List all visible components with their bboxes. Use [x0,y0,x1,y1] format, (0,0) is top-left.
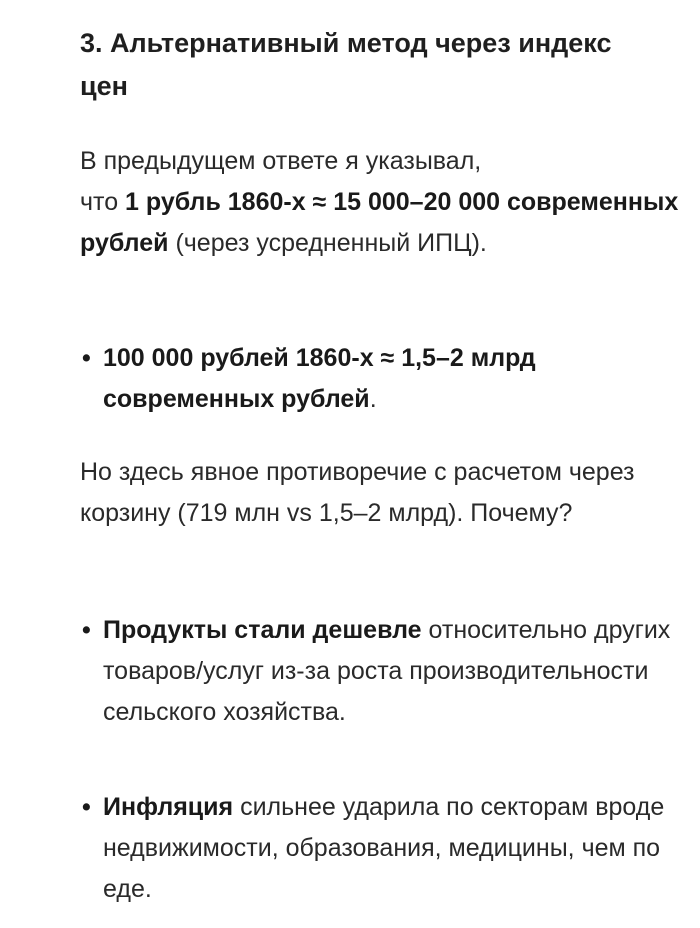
paragraph-text: (через усредненный ИПЦ). [168,229,487,257]
bullet-marker: • [82,793,91,821]
paragraph-text: что [80,188,126,216]
paragraph-contradiction: Но здесь явное противоречие с расчетом через корзину (719 млн vs 1,5–2 млрд). Почему? [80,458,635,527]
bold-text: Продукты стали дешевле [103,616,422,644]
list-item [80,787,680,910]
list-item-text: сильнее ударила по секторам вроде недвижимости, образования, медицины, чем по еде. [103,793,665,903]
bold-text: 1 рубль 1860-х ≈ 15 000–20 000 современных рублей [80,188,679,257]
bold-text: 100 000 рублей 1860-х ≈ 1,5–2 млрд современных рублей [103,344,536,413]
list-item-text: относительно других товаров/услуг из-за роста производительности сельского хозяйства. [103,616,671,726]
bold-text: Инфляция [103,793,234,821]
list-item [80,610,680,733]
bullet-marker: • [82,616,91,644]
list-item [80,338,680,420]
bullet-marker: • [82,344,91,372]
paragraph-previous-answer [80,141,680,264]
section-heading: 3. Альтернативный метод через индекс цен [80,28,612,101]
list-item-text: . [369,385,377,413]
paragraph-text: В предыдущем ответе я указывал, [80,147,482,175]
